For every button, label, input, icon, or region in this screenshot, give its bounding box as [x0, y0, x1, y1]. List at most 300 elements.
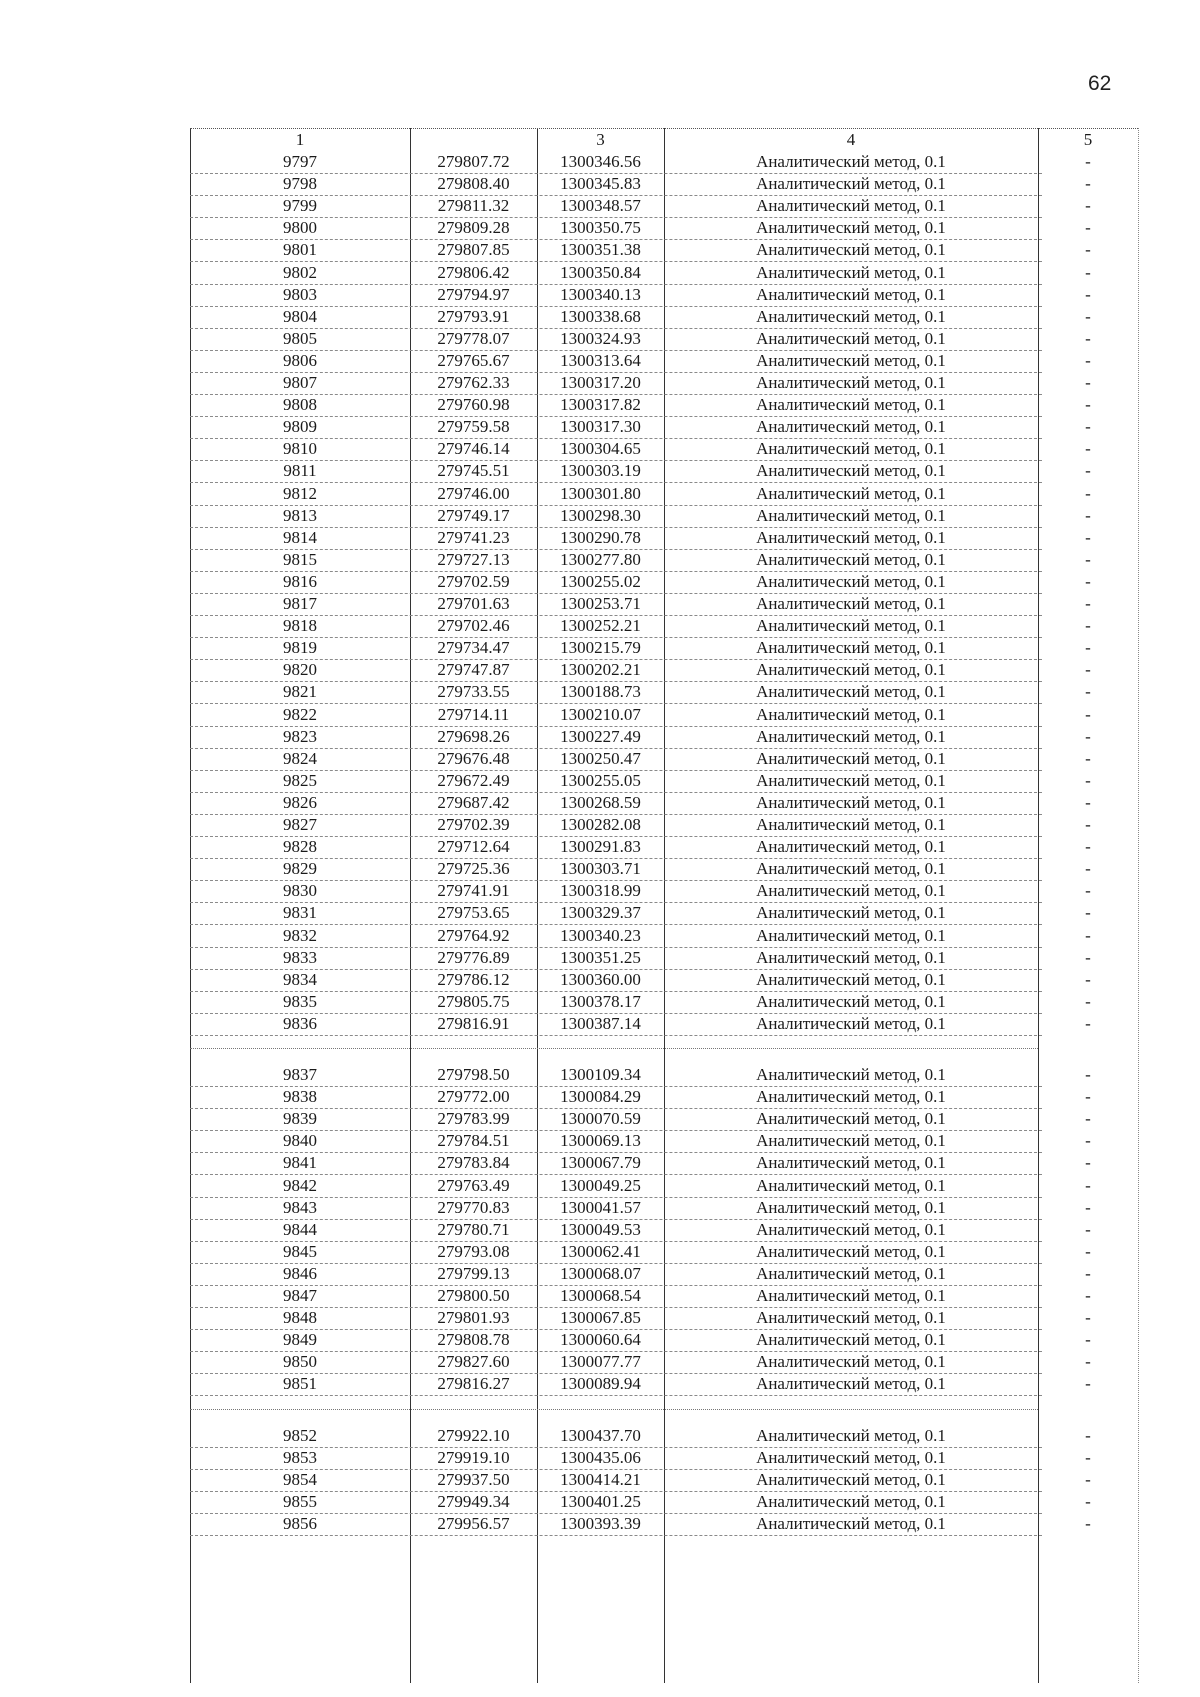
cell-note: -	[1085, 770, 1091, 790]
cell-x-coordinate: 279762.33	[437, 373, 510, 392]
cell-method-accuracy: Аналитический метод, 0.1	[756, 218, 946, 238]
table-row	[190, 592, 1142, 616]
cell-method-accuracy: Аналитический метод, 0.1	[756, 483, 946, 503]
cell-method-accuracy: Аналитический метод, 0.1	[756, 682, 946, 702]
cell-point-number: 9856	[283, 1513, 317, 1533]
cell-note: -	[1085, 748, 1091, 768]
cell-y-coordinate: 1300348.57	[560, 196, 641, 216]
cell-note: -	[1085, 969, 1091, 989]
cell-x-coordinate: 279733.55	[437, 682, 510, 702]
cell-method-accuracy: Аналитический метод, 0.1	[756, 616, 946, 636]
table-row	[190, 614, 1142, 638]
cell-point-number: 9855	[283, 1491, 317, 1511]
cell-x-coordinate: 279672.49	[437, 770, 510, 790]
cell-note: -	[1085, 903, 1091, 923]
cell-method-accuracy: Аналитический метод, 0.1	[756, 571, 946, 591]
cell-x-coordinate: 279956.57	[437, 1513, 510, 1533]
cell-method-accuracy: Аналитический метод, 0.1	[756, 505, 946, 525]
cell-x-coordinate: 279816.91	[437, 1013, 510, 1033]
table-row	[190, 1262, 1142, 1286]
cell-y-coordinate: 1300068.07	[560, 1263, 641, 1283]
table-row	[190, 1063, 1142, 1087]
cell-x-coordinate: 279702.59	[437, 571, 510, 591]
cell-y-coordinate: 1300298.30	[560, 505, 641, 525]
cell-note: -	[1085, 284, 1091, 304]
cell-method-accuracy: Аналитический метод, 0.1	[756, 1065, 946, 1084]
cell-point-number: 9849	[283, 1330, 317, 1350]
cell-note: -	[1085, 328, 1091, 348]
cell-note: -	[1085, 1286, 1091, 1305]
table-row	[190, 791, 1142, 815]
cell-x-coordinate: 279827.60	[437, 1352, 510, 1372]
cell-x-coordinate: 279783.99	[437, 1109, 510, 1129]
cell-note: -	[1085, 218, 1091, 238]
cell-method-accuracy: Аналитический метод, 0.1	[756, 991, 946, 1011]
cell-note: -	[1085, 439, 1091, 459]
cell-note: -	[1085, 726, 1091, 746]
cell-x-coordinate: 279949.34	[437, 1491, 510, 1511]
cell-method-accuracy: Аналитический метод, 0.1	[756, 373, 946, 392]
cell-point-number: 9843	[283, 1197, 317, 1217]
table-row	[190, 349, 1142, 373]
cell-y-coordinate: 1300069.13	[560, 1131, 641, 1151]
cell-y-coordinate: 1300437.70	[560, 1425, 641, 1445]
table-row	[190, 1490, 1142, 1514]
cell-point-number: 9834	[283, 969, 317, 989]
cell-x-coordinate: 279776.89	[437, 947, 510, 967]
table-row	[190, 747, 1142, 771]
cell-method-accuracy: Аналитический метод, 0.1	[756, 439, 946, 459]
cell-y-coordinate: 1300202.21	[560, 660, 641, 680]
cell-point-number: 9826	[283, 792, 317, 812]
cell-point-number: 9848	[283, 1308, 317, 1328]
cell-y-coordinate: 1300346.56	[560, 152, 641, 171]
cell-method-accuracy: Аналитический метод, 0.1	[756, 350, 946, 370]
cell-method-accuracy: Аналитический метод, 0.1	[756, 461, 946, 481]
cell-x-coordinate: 279778.07	[437, 328, 510, 348]
cell-method-accuracy: Аналитический метод, 0.1	[756, 925, 946, 945]
cell-x-coordinate: 279793.91	[437, 306, 510, 326]
cell-x-coordinate: 279786.12	[437, 969, 510, 989]
table-row	[190, 305, 1142, 329]
group-separator	[190, 1409, 1038, 1410]
cell-x-coordinate: 279714.11	[437, 704, 510, 724]
table-row	[190, 857, 1142, 881]
cell-x-coordinate: 279806.42	[437, 262, 510, 282]
cell-y-coordinate: 1300414.21	[560, 1469, 641, 1489]
cell-method-accuracy: Аналитический метод, 0.1	[756, 262, 946, 282]
table-row	[190, 216, 1142, 240]
table-header-row	[190, 128, 1142, 152]
cell-y-coordinate: 1300227.49	[560, 726, 641, 746]
cell-method-accuracy: Аналитический метод, 0.1	[756, 1425, 946, 1445]
cell-note: -	[1085, 792, 1091, 812]
cell-point-number: 9804	[283, 306, 317, 326]
cell-x-coordinate: 279747.87	[437, 660, 510, 680]
cell-note: -	[1085, 571, 1091, 591]
cell-x-coordinate: 279805.75	[437, 991, 510, 1011]
cell-note: -	[1085, 881, 1091, 901]
cell-note: -	[1085, 859, 1091, 879]
cell-y-coordinate: 1300067.79	[560, 1153, 641, 1173]
cell-note: -	[1085, 1491, 1091, 1511]
cell-y-coordinate: 1300255.05	[560, 770, 641, 790]
cell-method-accuracy: Аналитический метод, 0.1	[756, 859, 946, 879]
cell-note: -	[1085, 1197, 1091, 1217]
cell-x-coordinate: 279784.51	[437, 1131, 510, 1151]
cell-point-number: 9830	[283, 881, 317, 901]
cell-point-number: 9806	[283, 350, 317, 370]
cell-point-number: 9836	[283, 1013, 317, 1033]
cell-note: -	[1085, 616, 1091, 636]
cell-method-accuracy: Аналитический метод, 0.1	[756, 1263, 946, 1283]
cell-point-number: 9838	[283, 1087, 317, 1107]
cell-point-number: 9852	[283, 1425, 317, 1445]
table-row	[190, 1350, 1142, 1374]
cell-point-number: 9820	[283, 660, 317, 680]
cell-note: -	[1085, 638, 1091, 658]
cell-note: -	[1085, 395, 1091, 415]
table-row	[190, 570, 1142, 594]
cell-point-number: 9851	[283, 1374, 317, 1394]
cell-y-coordinate: 1300340.13	[560, 284, 641, 304]
cell-point-number: 9816	[283, 571, 317, 591]
cell-y-coordinate: 1300060.64	[560, 1330, 641, 1350]
table-row	[190, 1151, 1142, 1175]
cell-x-coordinate: 279807.72	[437, 152, 510, 171]
cell-note: -	[1085, 373, 1091, 392]
cell-note: -	[1085, 925, 1091, 945]
cell-note: -	[1085, 1153, 1091, 1173]
cell-x-coordinate: 279808.78	[437, 1330, 510, 1350]
cell-x-coordinate: 279764.92	[437, 925, 510, 945]
cell-note: -	[1085, 1469, 1091, 1489]
cell-note: -	[1085, 527, 1091, 547]
cell-point-number: 9807	[283, 373, 317, 392]
cell-point-number: 9825	[283, 770, 317, 790]
table-row	[190, 504, 1142, 528]
cell-y-coordinate: 1300062.41	[560, 1241, 641, 1261]
cell-x-coordinate: 279772.00	[437, 1087, 510, 1107]
cell-y-coordinate: 1300068.54	[560, 1286, 641, 1305]
cell-y-coordinate: 1300329.37	[560, 903, 641, 923]
table-row	[190, 482, 1142, 506]
table-row	[190, 990, 1142, 1014]
cell-y-coordinate: 1300393.39	[560, 1513, 641, 1533]
table-row	[190, 1372, 1142, 1396]
cell-point-number: 9842	[283, 1175, 317, 1195]
cell-method-accuracy: Аналитический метод, 0.1	[756, 969, 946, 989]
cell-method-accuracy: Аналитический метод, 0.1	[756, 903, 946, 923]
cell-method-accuracy: Аналитический метод, 0.1	[756, 638, 946, 658]
cell-note: -	[1085, 815, 1091, 834]
cell-point-number: 9812	[283, 483, 317, 503]
cell-note: -	[1085, 1330, 1091, 1350]
cell-point-number: 9828	[283, 837, 317, 857]
cell-x-coordinate: 279698.26	[437, 726, 510, 746]
cell-x-coordinate: 279749.17	[437, 505, 510, 525]
cell-method-accuracy: Аналитический метод, 0.1	[756, 527, 946, 547]
table-row	[190, 1012, 1142, 1036]
cell-method-accuracy: Аналитический метод, 0.1	[756, 594, 946, 613]
cell-x-coordinate: 279798.50	[437, 1065, 510, 1084]
cell-point-number: 9853	[283, 1447, 317, 1467]
table-row	[190, 924, 1142, 948]
cell-method-accuracy: Аналитический метод, 0.1	[756, 837, 946, 857]
cell-x-coordinate: 279676.48	[437, 748, 510, 768]
cell-y-coordinate: 1300351.25	[560, 947, 641, 967]
cell-y-coordinate: 1300350.75	[560, 218, 641, 238]
cell-method-accuracy: Аналитический метод, 0.1	[756, 726, 946, 746]
cell-note: -	[1085, 704, 1091, 724]
cell-note: -	[1085, 461, 1091, 481]
cell-y-coordinate: 1300301.80	[560, 483, 641, 503]
cell-x-coordinate: 279745.51	[437, 461, 510, 481]
cell-x-coordinate: 279801.93	[437, 1308, 510, 1328]
cell-x-coordinate: 279725.36	[437, 859, 510, 879]
cell-point-number: 9833	[283, 947, 317, 967]
cell-x-coordinate: 279763.49	[437, 1175, 510, 1195]
cell-point-number: 9823	[283, 726, 317, 746]
cell-note: -	[1085, 837, 1091, 857]
cell-point-number: 9821	[283, 682, 317, 702]
cell-point-number: 9827	[283, 815, 317, 834]
cell-note: -	[1085, 350, 1091, 370]
table-row	[190, 172, 1142, 196]
cell-point-number: 9835	[283, 991, 317, 1011]
cell-note: -	[1085, 947, 1091, 967]
table-row	[190, 769, 1142, 793]
cell-note: -	[1085, 1374, 1091, 1394]
cell-y-coordinate: 1300345.83	[560, 174, 641, 194]
cell-y-coordinate: 1300253.71	[560, 594, 641, 613]
cell-point-number: 9817	[283, 594, 317, 613]
cell-y-coordinate: 1300401.25	[560, 1491, 641, 1511]
table-row	[190, 1174, 1142, 1198]
cell-note: -	[1085, 1308, 1091, 1328]
cell-note: -	[1085, 505, 1091, 525]
cell-point-number: 9815	[283, 549, 317, 569]
cell-x-coordinate: 279794.97	[437, 284, 510, 304]
cell-x-coordinate: 279919.10	[437, 1447, 510, 1467]
table-row	[190, 1107, 1142, 1131]
cell-method-accuracy: Аналитический метод, 0.1	[756, 1330, 946, 1350]
cell-point-number: 9831	[283, 903, 317, 923]
cell-x-coordinate: 279780.71	[437, 1219, 510, 1239]
page-number: 62	[1088, 72, 1112, 95]
cell-y-coordinate: 1300360.00	[560, 969, 641, 989]
cell-note: -	[1085, 1131, 1091, 1151]
cell-y-coordinate: 1300338.68	[560, 306, 641, 326]
cell-point-number: 9845	[283, 1241, 317, 1261]
cell-x-coordinate: 279734.47	[437, 638, 510, 658]
cell-y-coordinate: 1300049.53	[560, 1219, 641, 1239]
cell-point-number: 9813	[283, 505, 317, 525]
cell-method-accuracy: Аналитический метод, 0.1	[756, 1131, 946, 1151]
cell-note: -	[1085, 1219, 1091, 1239]
cell-y-coordinate: 1300304.65	[560, 439, 641, 459]
cell-note: -	[1085, 1425, 1091, 1445]
cell-y-coordinate: 1300317.30	[560, 417, 641, 437]
cell-x-coordinate: 279807.85	[437, 240, 510, 260]
cell-method-accuracy: Аналитический метод, 0.1	[756, 748, 946, 768]
cell-note: -	[1085, 1352, 1091, 1372]
cell-x-coordinate: 279811.32	[437, 196, 510, 216]
cell-y-coordinate: 1300268.59	[560, 792, 641, 812]
cell-y-coordinate: 1300049.25	[560, 1175, 641, 1195]
cell-note: -	[1085, 1065, 1091, 1084]
cell-method-accuracy: Аналитический метод, 0.1	[756, 770, 946, 790]
cell-point-number: 9837	[283, 1065, 317, 1084]
cell-method-accuracy: Аналитический метод, 0.1	[756, 284, 946, 304]
cell-y-coordinate: 1300303.71	[560, 859, 641, 879]
cell-method-accuracy: Аналитический метод, 0.1	[756, 1374, 946, 1394]
cell-x-coordinate: 279746.14	[437, 439, 510, 459]
cell-method-accuracy: Аналитический метод, 0.1	[756, 1352, 946, 1372]
table-row	[190, 879, 1142, 903]
cell-note: -	[1085, 152, 1091, 171]
cell-method-accuracy: Аналитический метод, 0.1	[756, 1447, 946, 1467]
table-row	[190, 371, 1142, 395]
group-separator	[190, 1048, 1038, 1049]
table-row	[190, 1446, 1142, 1470]
cell-x-coordinate: 279702.39	[437, 815, 510, 834]
cell-x-coordinate: 279799.13	[437, 1263, 510, 1283]
table-row	[190, 1218, 1142, 1242]
cell-x-coordinate: 279741.91	[437, 881, 510, 901]
table-row	[190, 1284, 1142, 1308]
cell-method-accuracy: Аналитический метод, 0.1	[756, 1219, 946, 1239]
cell-method-accuracy: Аналитический метод, 0.1	[756, 1109, 946, 1129]
table-row	[190, 901, 1142, 925]
cell-note: -	[1085, 1263, 1091, 1283]
cell-y-coordinate: 1300089.94	[560, 1374, 641, 1394]
table-row	[190, 393, 1142, 417]
cell-method-accuracy: Аналитический метод, 0.1	[756, 1308, 946, 1328]
cell-y-coordinate: 1300070.59	[560, 1109, 641, 1129]
cell-point-number: 9799	[283, 196, 317, 216]
cell-y-coordinate: 1300317.82	[560, 395, 641, 415]
cell-point-number: 9809	[283, 417, 317, 437]
cell-note: -	[1085, 483, 1091, 503]
cell-y-coordinate: 1300291.83	[560, 837, 641, 857]
cell-y-coordinate: 1300290.78	[560, 527, 641, 547]
table-row	[190, 150, 1142, 174]
cell-x-coordinate: 279702.46	[437, 616, 510, 636]
cell-x-coordinate: 279687.42	[437, 792, 510, 812]
cell-y-coordinate: 1300435.06	[560, 1447, 641, 1467]
cell-point-number: 9854	[283, 1469, 317, 1489]
cell-note: -	[1085, 660, 1091, 680]
cell-x-coordinate: 279937.50	[437, 1469, 510, 1489]
cell-point-number: 9840	[283, 1131, 317, 1151]
cell-note: -	[1085, 1013, 1091, 1033]
cell-point-number: 9803	[283, 284, 317, 304]
table-row	[190, 261, 1142, 285]
header-note: 5	[1083, 130, 1093, 149]
cell-x-coordinate: 279753.65	[437, 903, 510, 923]
cell-point-number: 9844	[283, 1219, 317, 1239]
cell-x-coordinate: 279783.84	[437, 1153, 510, 1173]
cell-method-accuracy: Аналитический метод, 0.1	[756, 240, 946, 260]
cell-point-number: 9822	[283, 704, 317, 724]
cell-point-number: 9847	[283, 1286, 317, 1305]
cell-method-accuracy: Аналитический метод, 0.1	[756, 395, 946, 415]
cell-point-number: 9802	[283, 262, 317, 282]
cell-note: -	[1085, 196, 1091, 216]
cell-y-coordinate: 1300277.80	[560, 549, 641, 569]
cell-method-accuracy: Аналитический метод, 0.1	[756, 1175, 946, 1195]
cell-y-coordinate: 1300250.47	[560, 748, 641, 768]
cell-point-number: 9814	[283, 527, 317, 547]
table-row	[190, 1468, 1142, 1492]
cell-y-coordinate: 1300318.99	[560, 881, 641, 901]
cell-method-accuracy: Аналитический метод, 0.1	[756, 947, 946, 967]
cell-note: -	[1085, 306, 1091, 326]
table-row	[190, 968, 1142, 992]
table-row	[190, 194, 1142, 218]
cell-y-coordinate: 1300084.29	[560, 1087, 641, 1107]
cell-method-accuracy: Аналитический метод, 0.1	[756, 792, 946, 812]
table-row	[190, 725, 1142, 749]
cell-y-coordinate: 1300067.85	[560, 1308, 641, 1328]
cell-y-coordinate: 1300188.73	[560, 682, 641, 702]
table-row	[190, 1424, 1142, 1448]
cell-method-accuracy: Аналитический метод, 0.1	[756, 1491, 946, 1511]
table-row	[190, 238, 1142, 262]
cell-note: -	[1085, 417, 1091, 437]
cell-point-number: 9798	[283, 174, 317, 194]
cell-y-coordinate: 1300077.77	[560, 1352, 641, 1372]
cell-note: -	[1085, 1447, 1091, 1467]
cell-y-coordinate: 1300255.02	[560, 571, 641, 591]
cell-x-coordinate: 279701.63	[437, 594, 510, 613]
cell-note: -	[1085, 1109, 1091, 1129]
cell-method-accuracy: Аналитический метод, 0.1	[756, 704, 946, 724]
cell-note: -	[1085, 240, 1091, 260]
cell-note: -	[1085, 991, 1091, 1011]
cell-point-number: 9839	[283, 1109, 317, 1129]
cell-note: -	[1085, 174, 1091, 194]
table-row	[190, 1129, 1142, 1153]
cell-note: -	[1085, 1241, 1091, 1261]
table-row	[190, 636, 1142, 660]
cell-x-coordinate: 279922.10	[437, 1425, 510, 1445]
cell-y-coordinate: 1300351.38	[560, 240, 641, 260]
cell-x-coordinate: 279808.40	[437, 174, 510, 194]
cell-y-coordinate: 1300215.79	[560, 638, 641, 658]
cell-point-number: 9850	[283, 1352, 317, 1372]
table-row	[190, 327, 1142, 351]
table-row	[190, 658, 1142, 682]
table-row	[190, 946, 1142, 970]
cell-x-coordinate: 279770.83	[437, 1197, 510, 1217]
cell-method-accuracy: Аналитический метод, 0.1	[756, 1087, 946, 1107]
cell-point-number: 9832	[283, 925, 317, 945]
cell-point-number: 9829	[283, 859, 317, 879]
cell-point-number: 9824	[283, 748, 317, 768]
cell-point-number: 9800	[283, 218, 317, 238]
cell-method-accuracy: Аналитический метод, 0.1	[756, 328, 946, 348]
cell-y-coordinate: 1300317.20	[560, 373, 641, 392]
cell-point-number: 9805	[283, 328, 317, 348]
cell-note: -	[1085, 682, 1091, 702]
table-row	[190, 813, 1142, 837]
cell-point-number: 9841	[283, 1153, 317, 1173]
cell-x-coordinate: 279746.00	[437, 483, 510, 503]
header-y-coordinate: 3	[596, 130, 605, 149]
cell-point-number: 9811	[283, 461, 317, 481]
